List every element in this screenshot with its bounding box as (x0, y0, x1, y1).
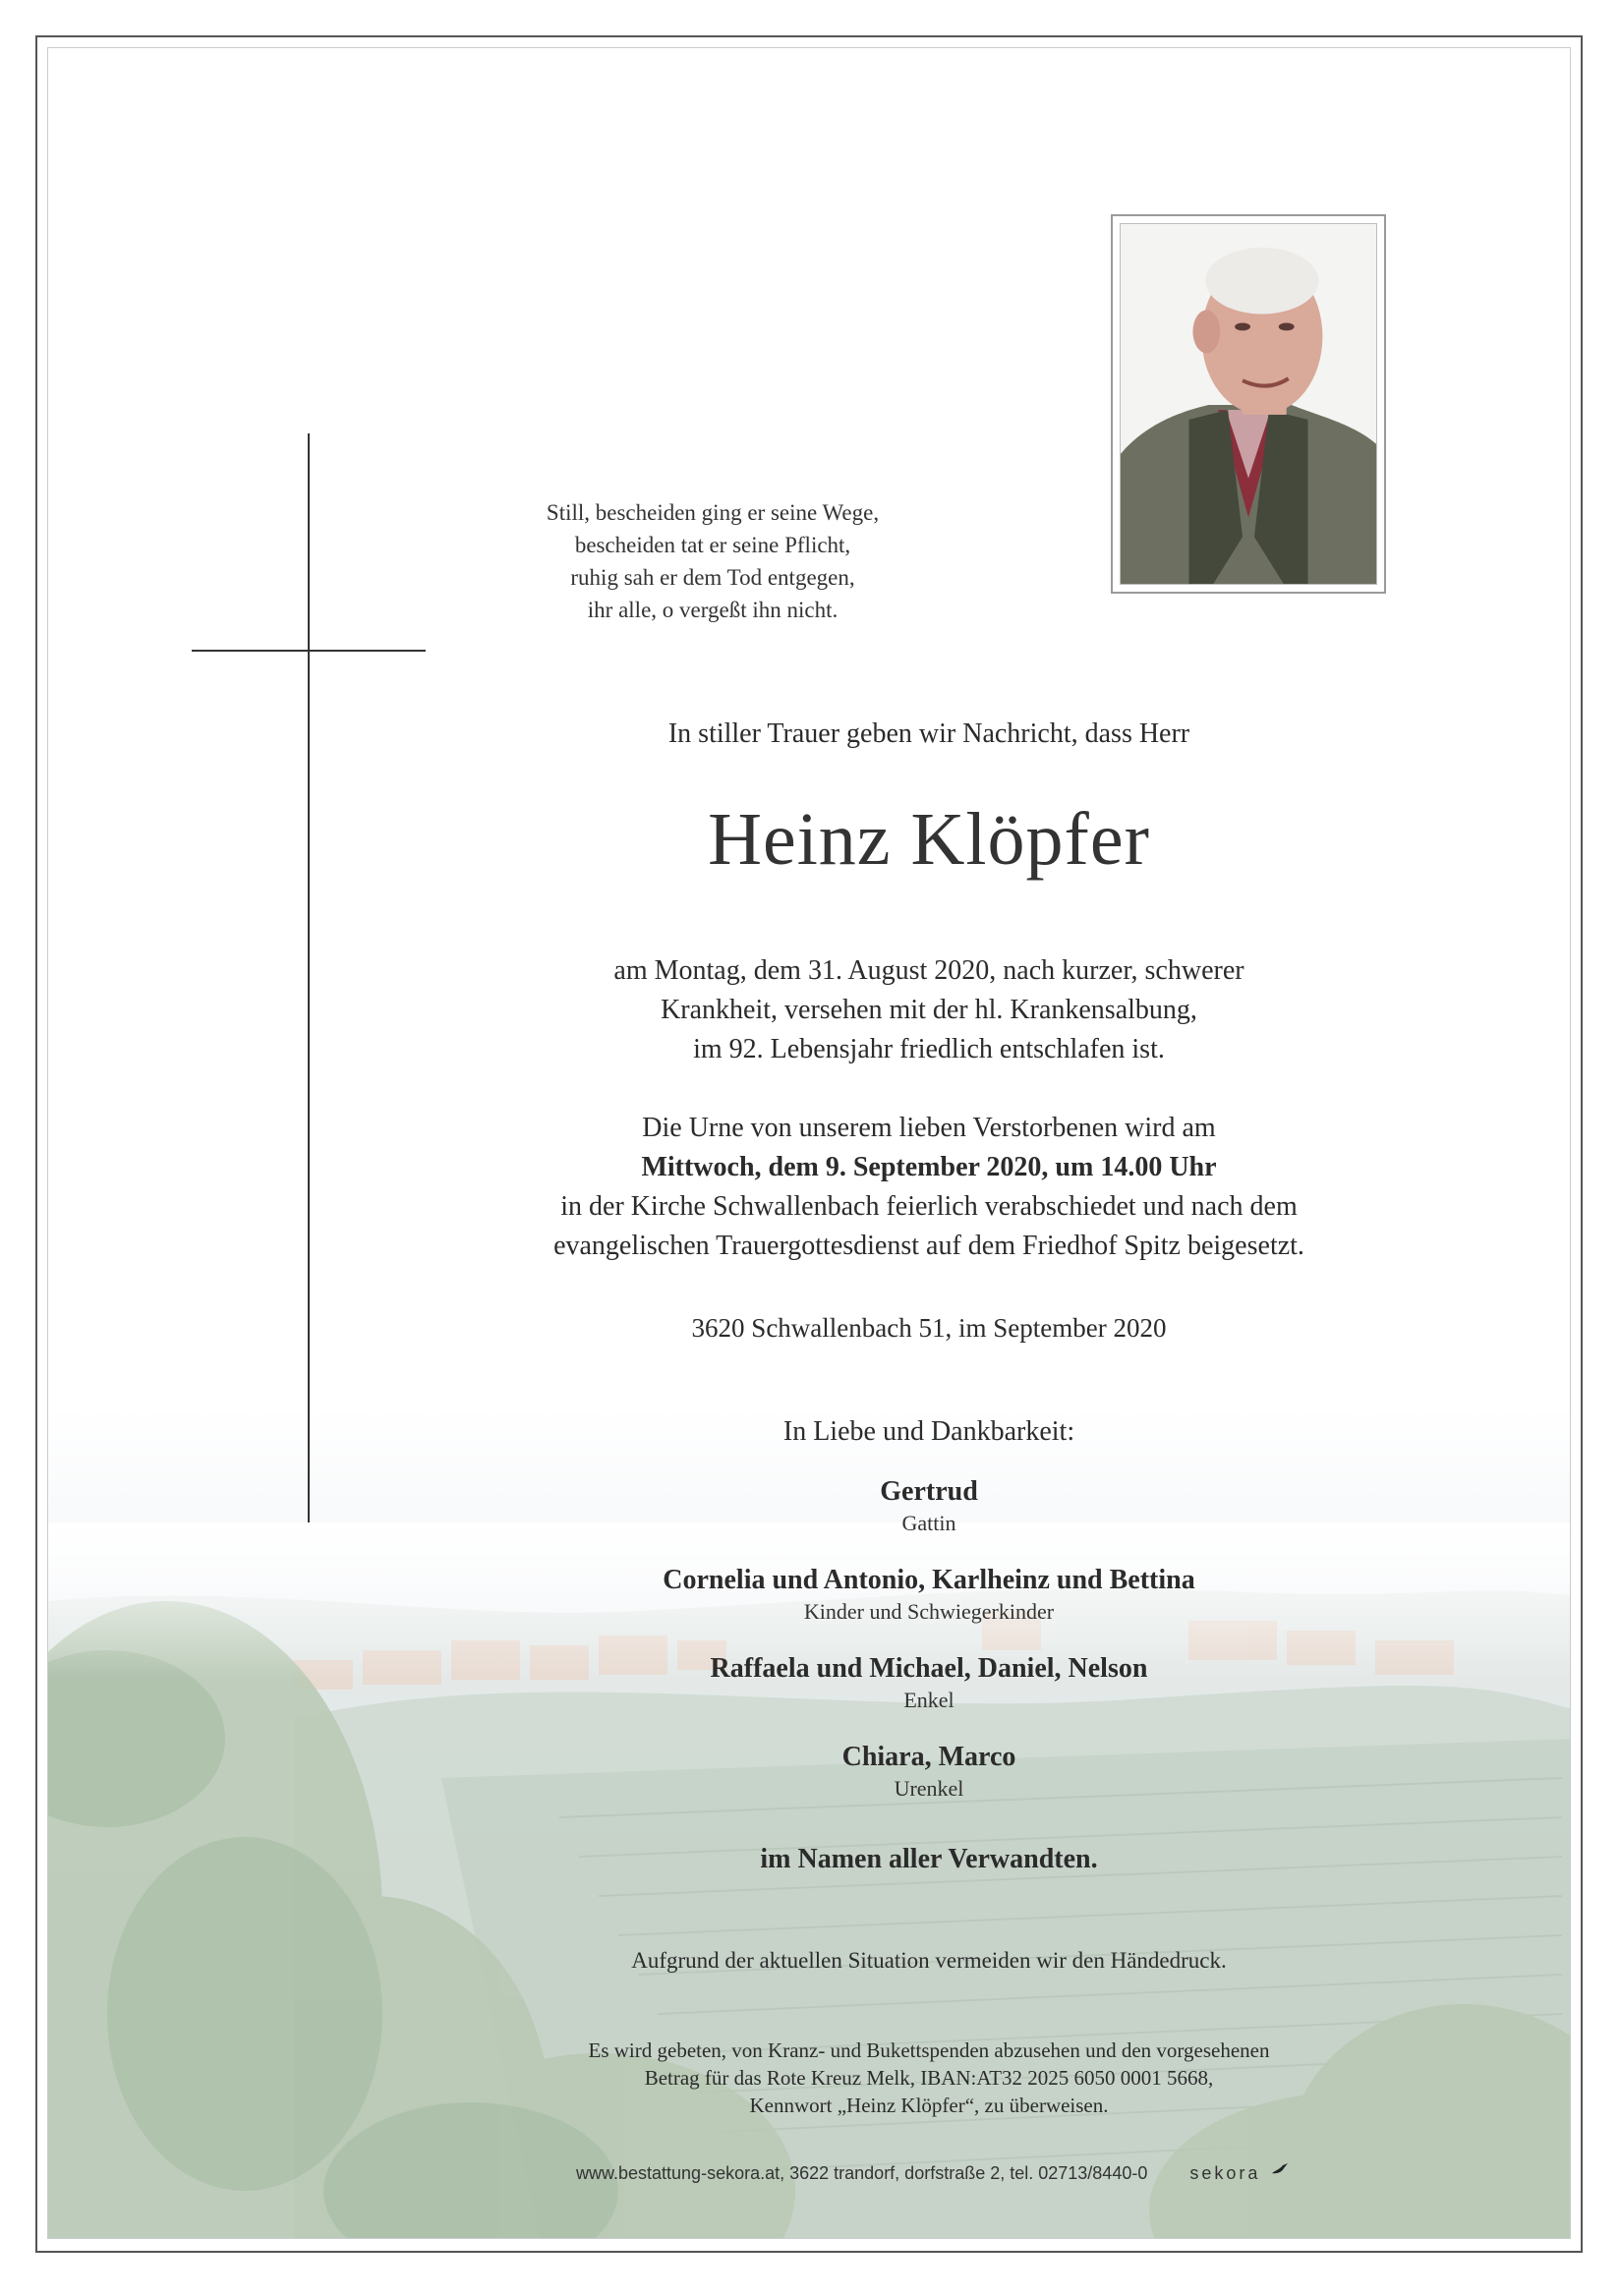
memorial-poem (472, 496, 954, 626)
family-member-names: Chiara, Marco (841, 1742, 1016, 1772)
bird-icon (1270, 2161, 1290, 2179)
family-member-names: Cornelia und Antonio, Karlheinz und Bettina (663, 1565, 1195, 1595)
donation-line: Betrag für das Rote Kreuz Melk, IBAN:AT32 2025 6050 0001 5668, (644, 2066, 1214, 2090)
poem-line: Still, bescheiden ging er seine Wege, (546, 500, 880, 525)
funeral-line: evangelischen Trauergottesdienst auf dem Friedhof Spitz beigesetzt. (553, 1231, 1304, 1261)
funeral-date-time: Mittwoch, dem 9. September 2020, um 14.00 Uhr (641, 1152, 1217, 1182)
death-notice (433, 951, 1425, 1069)
family-member-role: Gattin (901, 1511, 956, 1535)
donation-line: Es wird gebeten, von Kranz- und Bukettspenden abzusehen und den vorgesehenen (588, 2038, 1270, 2062)
intro-text: In stiller Trauer geben wir Nachricht, dass Herr (667, 718, 1190, 749)
donation-request (433, 2037, 1425, 2119)
portrait-photo-frame (1111, 214, 1386, 594)
death-notice-line: im 92. Lebensjahr friedlich entschlafen ist. (693, 1034, 1165, 1064)
family-member (433, 1563, 1425, 1626)
family-member (433, 1474, 1425, 1537)
family-member-role: Kinder und Schwiegerkinder (803, 1599, 1055, 1624)
sekora-logo-text: sekora (1189, 2163, 1261, 2183)
family-member (433, 1740, 1425, 1803)
family-member-role: Enkel (903, 1688, 955, 1712)
deceased-name: Heinz Klöpfer (708, 798, 1150, 881)
relatives-note: im Namen aller Verwandten. (760, 1844, 1098, 1874)
funeral-line: Die Urne von unserem lieben Verstorbenen wird am (642, 1113, 1216, 1143)
sekora-logo (1189, 2161, 1290, 2185)
poem-line: bescheiden tat er seine Pflicht, (574, 533, 851, 557)
place-and-date: 3620 Schwallenbach 51, im September 2020 (691, 1313, 1167, 1343)
donation-line: Kennwort „Heinz Klöpfer“, zu überweisen. (749, 2094, 1109, 2117)
cross-vertical-bar (308, 433, 310, 1522)
funeral-details (433, 1109, 1425, 1266)
cross-horizontal-bar (192, 650, 426, 652)
thanks-heading: In Liebe und Dankbarkeit: (782, 1416, 1075, 1447)
family-member (433, 1651, 1425, 1714)
poem-line: ihr alle, o vergeßt ihn nicht. (587, 598, 839, 622)
family-member-names: Raffaela und Michael, Daniel, Nelson (710, 1653, 1148, 1684)
family-member-role: Urenkel (894, 1776, 964, 1801)
death-notice-line: am Montag, dem 31. August 2020, nach kurzer, schwerer (613, 955, 1244, 986)
death-notice-line: Krankheit, versehen mit der hl. Krankensalbung, (661, 995, 1197, 1025)
family-member-names: Gertrud (880, 1476, 978, 1507)
funeral-line: in der Kirche Schwallenbach feierlich verabschiedet und nach dem (560, 1191, 1298, 1222)
footer-contact: www.bestattung-sekora.at, 3622 trandorf, dorfstraße 2, tel. 02713/8440-0 (576, 2163, 1148, 2183)
portrait-photo (1120, 223, 1377, 585)
footer (576, 2161, 1461, 2185)
portrait-image (1121, 224, 1376, 584)
handshake-note: Aufgrund der aktuellen Situation vermeiden wir den Händedruck. (631, 1948, 1227, 1973)
family-list (433, 1474, 1425, 1828)
poem-line: ruhig sah er dem Tod entgegen, (570, 565, 855, 590)
